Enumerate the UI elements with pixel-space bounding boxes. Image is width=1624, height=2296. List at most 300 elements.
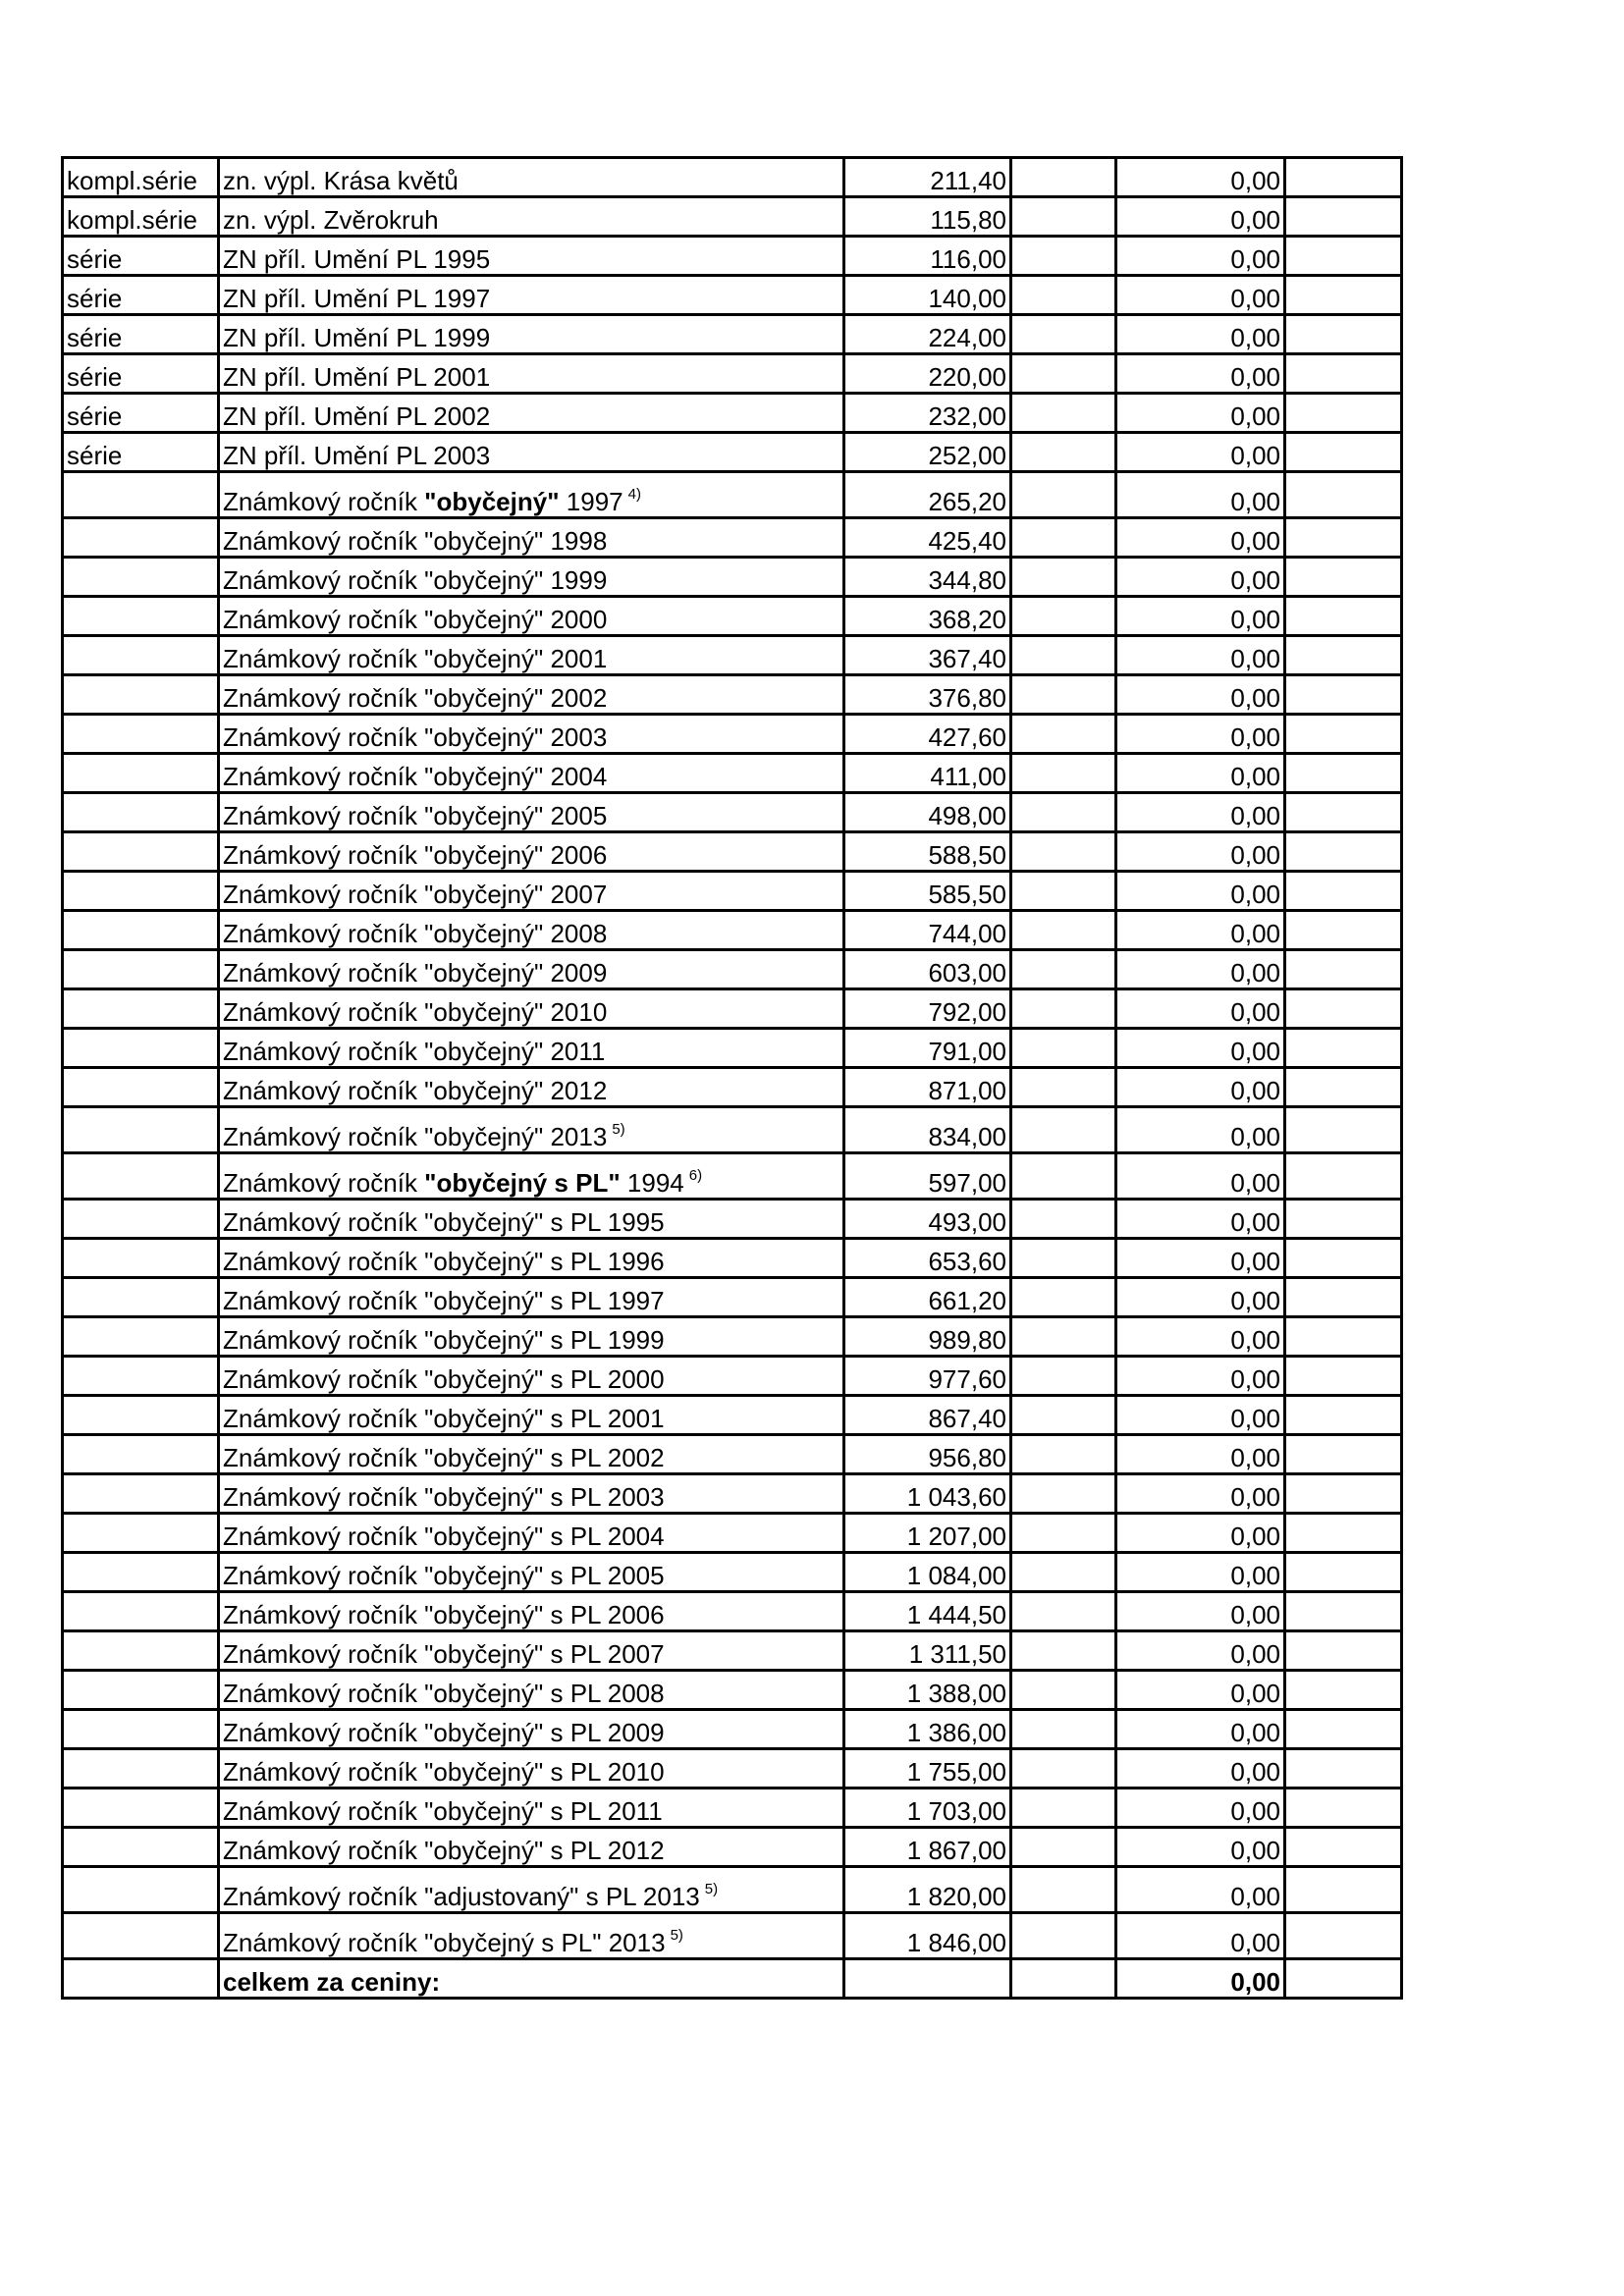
table-row (63, 1107, 1402, 1153)
extra-cell (1285, 1710, 1402, 1749)
name-text: Známkový ročník "obyčejný" s PL 2006 (223, 1600, 665, 1629)
summary-extra-cell (1285, 1959, 1402, 1999)
name-text: Známkový ročník "obyčejný" 2000 (223, 605, 608, 634)
name-cell (219, 1749, 844, 1789)
quantity-cell (1011, 276, 1116, 315)
table-row (63, 472, 1402, 518)
price-cell: 1 386,00 (844, 1710, 1011, 1749)
price-cell: 1 444,50 (844, 1592, 1011, 1631)
type-cell (63, 1867, 219, 1913)
type-cell (63, 675, 219, 715)
summary-price-cell (844, 1959, 1011, 1999)
name-text: Známkový ročník "obyčejný" 2003 (223, 722, 608, 752)
type-cell (63, 754, 219, 793)
type-cell (63, 518, 219, 558)
extra-cell (1285, 911, 1402, 950)
name-cell (219, 237, 844, 276)
total-cell: 0,00 (1116, 1474, 1285, 1514)
name-cell (219, 1068, 844, 1107)
name-cell (219, 1317, 844, 1357)
quantity-cell (1011, 1671, 1116, 1710)
extra-cell (1285, 394, 1402, 433)
extra-cell (1285, 1592, 1402, 1631)
total-cell: 0,00 (1116, 394, 1285, 433)
quantity-cell (1011, 911, 1116, 950)
extra-cell (1285, 1317, 1402, 1357)
extra-cell (1285, 1749, 1402, 1789)
total-cell: 0,00 (1116, 1153, 1285, 1200)
total-cell: 0,00 (1116, 754, 1285, 793)
name-cell (219, 1357, 844, 1396)
name-text: Známkový ročník "obyčejný" 2013 (223, 1122, 608, 1151)
summary-total: 0,00 (1116, 1959, 1285, 1999)
name-cell (219, 636, 844, 675)
name-cell (219, 276, 844, 315)
name-cell (219, 1913, 844, 1959)
type-cell (63, 558, 219, 597)
total-cell: 0,00 (1116, 1671, 1285, 1710)
price-table-body (63, 158, 1402, 1959)
price-cell: 368,20 (844, 597, 1011, 636)
type-cell (63, 636, 219, 675)
type-cell (63, 1068, 219, 1107)
name-text: ZN příl. Umění PL 2001 (223, 362, 491, 392)
footnote-marker: 6) (688, 1167, 703, 1184)
type-cell: série (63, 433, 219, 472)
extra-cell (1285, 1828, 1402, 1867)
total-cell: 0,00 (1116, 1592, 1285, 1631)
table-row (63, 276, 1402, 315)
total-cell: 0,00 (1116, 1107, 1285, 1153)
extra-cell (1285, 1631, 1402, 1671)
table-row (63, 754, 1402, 793)
extra-cell (1285, 872, 1402, 911)
name-cell (219, 1107, 844, 1153)
price-cell: 1 703,00 (844, 1789, 1011, 1828)
table-row (63, 237, 1402, 276)
extra-cell (1285, 1789, 1402, 1828)
table-row (63, 1068, 1402, 1107)
name-cell (219, 1592, 844, 1631)
type-cell (63, 1828, 219, 1867)
price-cell: 211,40 (844, 158, 1011, 197)
table-row (63, 558, 1402, 597)
table-row (63, 1789, 1402, 1828)
name-cell (219, 1553, 844, 1592)
table-row (63, 394, 1402, 433)
name-emphasis: "obyčejný s PL" (424, 1168, 621, 1198)
total-cell: 0,00 (1116, 715, 1285, 754)
extra-cell (1285, 315, 1402, 354)
extra-cell (1285, 597, 1402, 636)
table-row (63, 1913, 1402, 1959)
extra-cell (1285, 793, 1402, 832)
quantity-cell (1011, 1867, 1116, 1913)
total-cell: 0,00 (1116, 558, 1285, 597)
name-text: Známkový ročník "obyčejný" s PL 2012 (223, 1836, 665, 1865)
total-cell: 0,00 (1116, 872, 1285, 911)
extra-cell (1285, 1153, 1402, 1200)
type-cell (63, 1278, 219, 1317)
name-text: Známkový ročník "obyčejný" 2012 (223, 1076, 608, 1105)
quantity-cell (1011, 1278, 1116, 1317)
extra-cell (1285, 518, 1402, 558)
table-row (63, 1357, 1402, 1396)
total-cell: 0,00 (1116, 158, 1285, 197)
type-cell (63, 1913, 219, 1959)
total-cell: 0,00 (1116, 597, 1285, 636)
extra-cell (1285, 1107, 1402, 1153)
name-text: Známkový ročník "obyčejný" s PL 1997 (223, 1286, 665, 1315)
extra-cell (1285, 1278, 1402, 1317)
total-cell: 0,00 (1116, 793, 1285, 832)
price-cell: 427,60 (844, 715, 1011, 754)
quantity-cell (1011, 197, 1116, 237)
table-row (63, 1867, 1402, 1913)
type-cell (63, 793, 219, 832)
total-cell: 0,00 (1116, 433, 1285, 472)
table-row (63, 1710, 1402, 1749)
price-cell: 411,00 (844, 754, 1011, 793)
extra-cell (1285, 558, 1402, 597)
quantity-cell (1011, 1029, 1116, 1068)
total-cell: 0,00 (1116, 989, 1285, 1029)
extra-cell (1285, 1514, 1402, 1553)
price-cell: 744,00 (844, 911, 1011, 950)
price-cell: 661,20 (844, 1278, 1011, 1317)
extra-cell (1285, 754, 1402, 793)
table-row (63, 1631, 1402, 1671)
type-cell: kompl.série (63, 197, 219, 237)
name-cell (219, 911, 844, 950)
name-text: Známkový ročník "obyčejný" 2009 (223, 958, 608, 988)
type-cell (63, 1357, 219, 1396)
quantity-cell (1011, 237, 1116, 276)
extra-cell (1285, 989, 1402, 1029)
quantity-cell (1011, 832, 1116, 872)
price-cell: 977,60 (844, 1357, 1011, 1396)
total-cell: 0,00 (1116, 1789, 1285, 1828)
name-cell (219, 1396, 844, 1435)
table-row (63, 715, 1402, 754)
table-row (63, 354, 1402, 394)
price-cell: 989,80 (844, 1317, 1011, 1357)
table-row (63, 158, 1402, 197)
extra-cell (1285, 197, 1402, 237)
table-row (63, 1514, 1402, 1553)
extra-cell (1285, 832, 1402, 872)
type-cell: série (63, 276, 219, 315)
table-row (63, 1396, 1402, 1435)
quantity-cell (1011, 518, 1116, 558)
name-text: Známkový ročník "obyčejný" s PL 2007 (223, 1639, 665, 1669)
type-cell (63, 911, 219, 950)
summary-type-cell (63, 1959, 219, 1999)
name-text: Známkový ročník "obyčejný" 2004 (223, 762, 608, 791)
name-text: Známkový ročník "obyčejný" 2005 (223, 801, 608, 830)
quantity-cell (1011, 793, 1116, 832)
name-text: Známkový ročník "obyčejný" 2002 (223, 683, 608, 713)
name-text: Známkový ročník "obyčejný" s PL 1999 (223, 1325, 665, 1355)
extra-cell (1285, 1867, 1402, 1913)
price-cell: 493,00 (844, 1200, 1011, 1239)
price-cell: 115,80 (844, 197, 1011, 237)
total-cell: 0,00 (1116, 1749, 1285, 1789)
table-row (63, 911, 1402, 950)
name-text: zn. výpl. Krása květů (223, 166, 459, 195)
type-cell (63, 1200, 219, 1239)
name-cell (219, 872, 844, 911)
name-cell (219, 354, 844, 394)
name-text: Známkový ročník "obyčejný" s PL 2000 (223, 1364, 665, 1394)
total-cell: 0,00 (1116, 197, 1285, 237)
name-cell (219, 989, 844, 1029)
price-cell: 603,00 (844, 950, 1011, 989)
price-cell: 588,50 (844, 832, 1011, 872)
type-cell: série (63, 354, 219, 394)
extra-cell (1285, 1435, 1402, 1474)
extra-cell (1285, 1029, 1402, 1068)
table-row (63, 872, 1402, 911)
table-row (63, 1749, 1402, 1789)
total-cell: 0,00 (1116, 832, 1285, 872)
type-cell (63, 1671, 219, 1710)
total-cell: 0,00 (1116, 1828, 1285, 1867)
name-text: ZN příl. Umění PL 1995 (223, 244, 491, 274)
price-cell: 1 043,60 (844, 1474, 1011, 1514)
price-cell: 344,80 (844, 558, 1011, 597)
name-text: Známkový ročník (223, 487, 425, 516)
price-cell: 867,40 (844, 1396, 1011, 1435)
extra-cell (1285, 433, 1402, 472)
table-row (63, 597, 1402, 636)
extra-cell (1285, 1357, 1402, 1396)
type-cell (63, 472, 219, 518)
type-cell (63, 1239, 219, 1278)
name-cell (219, 950, 844, 989)
name-cell (219, 1474, 844, 1514)
total-cell: 0,00 (1116, 1867, 1285, 1913)
table-row (63, 793, 1402, 832)
quantity-cell (1011, 1789, 1116, 1828)
quantity-cell (1011, 1474, 1116, 1514)
name-text: Známkový ročník "obyčejný" s PL 2003 (223, 1482, 665, 1512)
type-cell (63, 1435, 219, 1474)
extra-cell (1285, 1068, 1402, 1107)
name-cell (219, 315, 844, 354)
table-row (63, 1200, 1402, 1239)
price-cell: 791,00 (844, 1029, 1011, 1068)
total-cell: 0,00 (1116, 911, 1285, 950)
name-cell (219, 1239, 844, 1278)
total-cell: 0,00 (1116, 675, 1285, 715)
type-cell (63, 1789, 219, 1828)
footnote-marker: 4) (627, 486, 641, 503)
total-cell: 0,00 (1116, 1029, 1285, 1068)
name-text: ZN příl. Umění PL 2003 (223, 441, 491, 470)
price-cell: 232,00 (844, 394, 1011, 433)
name-text: Známkový ročník "obyčejný" 1999 (223, 565, 608, 595)
name-text: Známkový ročník "obyčejný" 2008 (223, 919, 608, 948)
name-text: Známkový ročník "obyčejný" s PL 2009 (223, 1718, 665, 1747)
quantity-cell (1011, 989, 1116, 1029)
name-cell (219, 1029, 844, 1068)
name-suffix: 1994 (620, 1168, 684, 1198)
quantity-cell (1011, 1153, 1116, 1200)
name-cell (219, 793, 844, 832)
total-cell: 0,00 (1116, 1068, 1285, 1107)
quantity-cell (1011, 472, 1116, 518)
extra-cell (1285, 1396, 1402, 1435)
name-text: Známkový ročník "obyčejný" 2006 (223, 840, 608, 870)
extra-cell (1285, 1913, 1402, 1959)
type-cell: série (63, 315, 219, 354)
name-text: Známkový ročník "adjustovaný" s PL 2013 (223, 1882, 700, 1911)
name-text: Známkový ročník "obyčejný" 2007 (223, 880, 608, 909)
quantity-cell (1011, 1068, 1116, 1107)
price-cell: 834,00 (844, 1107, 1011, 1153)
total-cell: 0,00 (1116, 1710, 1285, 1749)
total-cell: 0,00 (1116, 1913, 1285, 1959)
price-cell: 116,00 (844, 237, 1011, 276)
type-cell (63, 1153, 219, 1200)
name-text: Známkový ročník "obyčejný" s PL 1995 (223, 1207, 665, 1237)
type-cell (63, 872, 219, 911)
footnote-marker: 5) (704, 1881, 719, 1897)
name-cell (219, 1867, 844, 1913)
table-row (63, 1474, 1402, 1514)
name-cell (219, 715, 844, 754)
total-cell: 0,00 (1116, 354, 1285, 394)
extra-cell (1285, 158, 1402, 197)
price-cell: 265,20 (844, 472, 1011, 518)
type-cell (63, 832, 219, 872)
table-row (63, 1278, 1402, 1317)
type-cell (63, 597, 219, 636)
table-row (63, 950, 1402, 989)
name-cell (219, 1514, 844, 1553)
quantity-cell (1011, 315, 1116, 354)
type-cell (63, 1514, 219, 1553)
table-row (63, 1239, 1402, 1278)
price-cell: 871,00 (844, 1068, 1011, 1107)
quantity-cell (1011, 872, 1116, 911)
total-cell: 0,00 (1116, 1631, 1285, 1671)
name-text: Známkový ročník "obyčejný" s PL 2011 (223, 1796, 663, 1826)
quantity-cell (1011, 675, 1116, 715)
name-text: Známkový ročník "obyčejný" s PL 2002 (223, 1443, 665, 1472)
name-text: Známkový ročník "obyčejný" s PL 2010 (223, 1757, 665, 1787)
extra-cell (1285, 950, 1402, 989)
quantity-cell (1011, 1107, 1116, 1153)
name-cell (219, 1278, 844, 1317)
total-cell: 0,00 (1116, 237, 1285, 276)
quantity-cell (1011, 1553, 1116, 1592)
table-row (63, 197, 1402, 237)
table-row (63, 636, 1402, 675)
type-cell (63, 950, 219, 989)
price-cell: 252,00 (844, 433, 1011, 472)
name-text: Známkový ročník (223, 1168, 425, 1198)
price-cell: 1 388,00 (844, 1671, 1011, 1710)
footnote-marker: 5) (612, 1121, 625, 1138)
name-text: Známkový ročník "obyčejný" 1998 (223, 526, 608, 556)
type-cell (63, 1592, 219, 1631)
price-cell: 376,80 (844, 675, 1011, 715)
type-cell (63, 1749, 219, 1789)
name-cell (219, 1828, 844, 1867)
extra-cell (1285, 1671, 1402, 1710)
name-text: Známkový ročník "obyčejný" s PL 1996 (223, 1247, 665, 1276)
quantity-cell (1011, 1514, 1116, 1553)
type-cell (63, 715, 219, 754)
total-cell: 0,00 (1116, 1239, 1285, 1278)
name-cell (219, 472, 844, 518)
quantity-cell (1011, 1239, 1116, 1278)
extra-cell (1285, 1239, 1402, 1278)
name-cell (219, 1671, 844, 1710)
name-text: Známkový ročník "obyčejný" 2011 (223, 1037, 606, 1066)
quantity-cell (1011, 433, 1116, 472)
price-cell: 1 207,00 (844, 1514, 1011, 1553)
table-row (63, 518, 1402, 558)
name-cell (219, 197, 844, 237)
name-cell (219, 1435, 844, 1474)
name-cell (219, 394, 844, 433)
name-text: Známkový ročník "obyčejný" s PL 2001 (223, 1404, 665, 1433)
extra-cell (1285, 276, 1402, 315)
name-text: ZN příl. Umění PL 1997 (223, 284, 491, 313)
total-cell: 0,00 (1116, 518, 1285, 558)
table-row (63, 1553, 1402, 1592)
name-cell (219, 1710, 844, 1749)
quantity-cell (1011, 1828, 1116, 1867)
name-text: Známkový ročník "obyčejný" 2010 (223, 997, 608, 1027)
quantity-cell (1011, 558, 1116, 597)
type-cell (63, 989, 219, 1029)
extra-cell (1285, 675, 1402, 715)
extra-cell (1285, 472, 1402, 518)
quantity-cell (1011, 1749, 1116, 1789)
extra-cell (1285, 1474, 1402, 1514)
summary-row (63, 1959, 1402, 1999)
table-row (63, 1317, 1402, 1357)
name-cell (219, 158, 844, 197)
name-cell (219, 1631, 844, 1671)
type-cell: série (63, 237, 219, 276)
price-cell: 498,00 (844, 793, 1011, 832)
quantity-cell (1011, 1913, 1116, 1959)
type-cell: série (63, 394, 219, 433)
extra-cell (1285, 636, 1402, 675)
price-cell: 425,40 (844, 518, 1011, 558)
name-suffix: 1997 (559, 487, 623, 516)
type-cell: kompl.série (63, 158, 219, 197)
name-cell (219, 433, 844, 472)
type-cell (63, 1710, 219, 1749)
price-cell: 956,80 (844, 1435, 1011, 1474)
table-row (63, 832, 1402, 872)
price-cell: 597,00 (844, 1153, 1011, 1200)
price-cell: 1 867,00 (844, 1828, 1011, 1867)
table-row (63, 1671, 1402, 1710)
total-cell: 0,00 (1116, 1200, 1285, 1239)
name-cell (219, 558, 844, 597)
extra-cell (1285, 354, 1402, 394)
total-cell: 0,00 (1116, 315, 1285, 354)
price-cell: 224,00 (844, 315, 1011, 354)
price-cell: 653,60 (844, 1239, 1011, 1278)
